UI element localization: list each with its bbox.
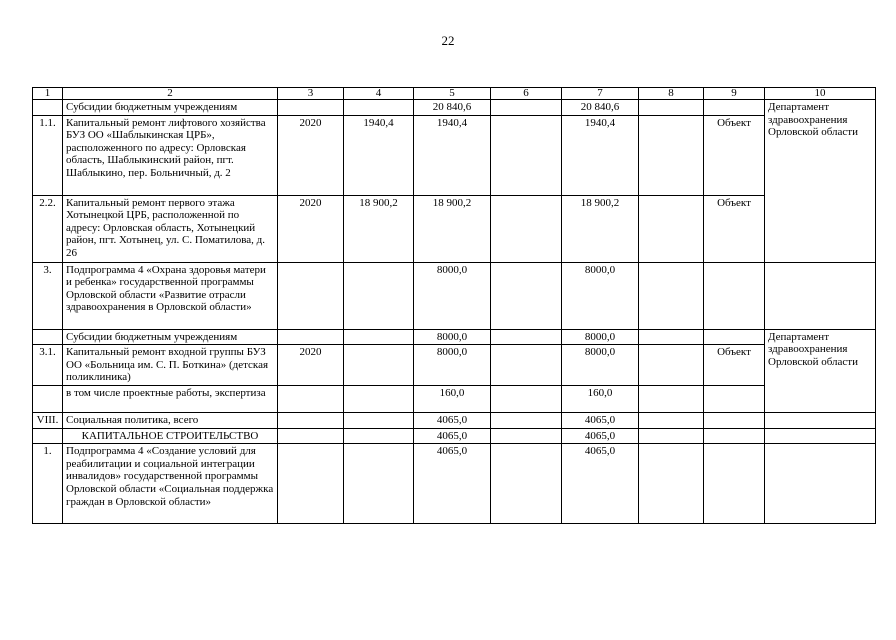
row-name-cell: Социальная политика, всего	[63, 412, 278, 428]
value-cell: 8000,0	[562, 329, 639, 345]
value-cell: 20 840,6	[562, 100, 639, 116]
table-row	[33, 345, 876, 386]
value-cell: 8000,0	[414, 262, 491, 329]
row-name-cell: Капитальный ремонт входной группы БУЗ ОО «Больница им. С. П. Боткина» (детская поликлиника)	[63, 345, 278, 386]
unit-cell: Объект	[704, 345, 765, 386]
value-cell: 20 840,6	[414, 100, 491, 116]
column-header: 4	[344, 88, 414, 100]
table-row	[33, 444, 876, 524]
column-header: 7	[562, 88, 639, 100]
value-cell: 18 900,2	[562, 195, 639, 262]
row-name-cell: КАПИТАЛЬНОЕ СТРОИТЕЛЬСТВО	[63, 428, 278, 444]
value-cell: 1940,4	[344, 115, 414, 195]
row-number-cell	[33, 100, 63, 116]
value-cell: 4065,0	[562, 428, 639, 444]
value-cell: 1940,4	[562, 115, 639, 195]
row-name-cell: Подпрограмма 4 «Создание условий для реабилитации и социальной интеграции инвалидов» государственной программы Орловской области «Социальная поддержка граждан в Орловской области»	[63, 444, 278, 524]
year-cell: 2020	[278, 345, 344, 386]
column-header: 8	[639, 88, 704, 100]
table-row	[33, 115, 876, 195]
row-number-cell: 3.1.	[33, 345, 63, 386]
row-number-cell: 2.2.	[33, 195, 63, 262]
value-cell: 18 900,2	[344, 195, 414, 262]
row-number-cell: 3.	[33, 262, 63, 329]
row-name-cell: в том числе проектные работы, экспертиза	[63, 385, 278, 412]
budget-table	[32, 87, 876, 524]
row-name-cell: Капитальный ремонт лифтового хозяйства БУЗ ОО «Шаблыкинская ЦРБ», расположенного по адресу: Орловская область, Шаблыкинский район, пгт. Шаблыкино, пер. Больничный, д. 2	[63, 115, 278, 195]
value-cell: 8000,0	[562, 262, 639, 329]
table-row	[33, 195, 876, 262]
row-number-cell: 1.1.	[33, 115, 63, 195]
table-row	[33, 262, 876, 329]
row-name-cell: Капитальный ремонт первого этажа Хотынецкой ЦРБ, расположенной по адресу: Орловская область, Хотынецкий район, пгт. Хотынец, ул. С. Поматилова, д. 26	[63, 195, 278, 262]
column-header: 10	[765, 88, 876, 100]
value-cell: 4065,0	[414, 444, 491, 524]
row-number-cell: VIII.	[33, 412, 63, 428]
value-cell: 8000,0	[414, 329, 491, 345]
value-cell: 8000,0	[414, 345, 491, 386]
row-name-cell: Субсидии бюджетным учреждениям	[63, 100, 278, 116]
row-number-cell: 1.	[33, 444, 63, 524]
value-cell: 18 900,2	[414, 195, 491, 262]
table-row	[33, 428, 876, 444]
year-cell: 2020	[278, 115, 344, 195]
table-row	[33, 412, 876, 428]
table-row	[33, 329, 876, 345]
column-header: 6	[491, 88, 562, 100]
value-cell: 160,0	[414, 385, 491, 412]
column-header: 9	[704, 88, 765, 100]
department-cell: Департамент здравоохранения Орловской области	[765, 100, 876, 263]
value-cell: 4065,0	[414, 428, 491, 444]
unit-cell: Объект	[704, 195, 765, 262]
value-cell: 4065,0	[562, 412, 639, 428]
table-row	[33, 385, 876, 412]
value-cell: 4065,0	[414, 412, 491, 428]
column-header: 5	[414, 88, 491, 100]
year-cell: 2020	[278, 195, 344, 262]
unit-cell: Объект	[704, 115, 765, 195]
value-cell: 4065,0	[562, 444, 639, 524]
row-name-cell: Субсидии бюджетным учреждениям	[63, 329, 278, 345]
row-name-cell: Подпрограмма 4 «Охрана здоровья матери и ребенка» государственной программы Орловской области «Развитие отрасли здравоохранения в Орловской области»	[63, 262, 278, 329]
column-header: 1	[33, 88, 63, 100]
page-number: 22	[441, 33, 455, 48]
value-cell: 8000,0	[562, 345, 639, 386]
value-cell: 1940,4	[414, 115, 491, 195]
table-header-row	[33, 88, 876, 100]
column-header: 3	[278, 88, 344, 100]
value-cell: 160,0	[562, 385, 639, 412]
table-row	[33, 100, 876, 116]
department-cell: Департамент здравоохранения Орловской области	[765, 329, 876, 412]
column-header: 2	[63, 88, 278, 100]
